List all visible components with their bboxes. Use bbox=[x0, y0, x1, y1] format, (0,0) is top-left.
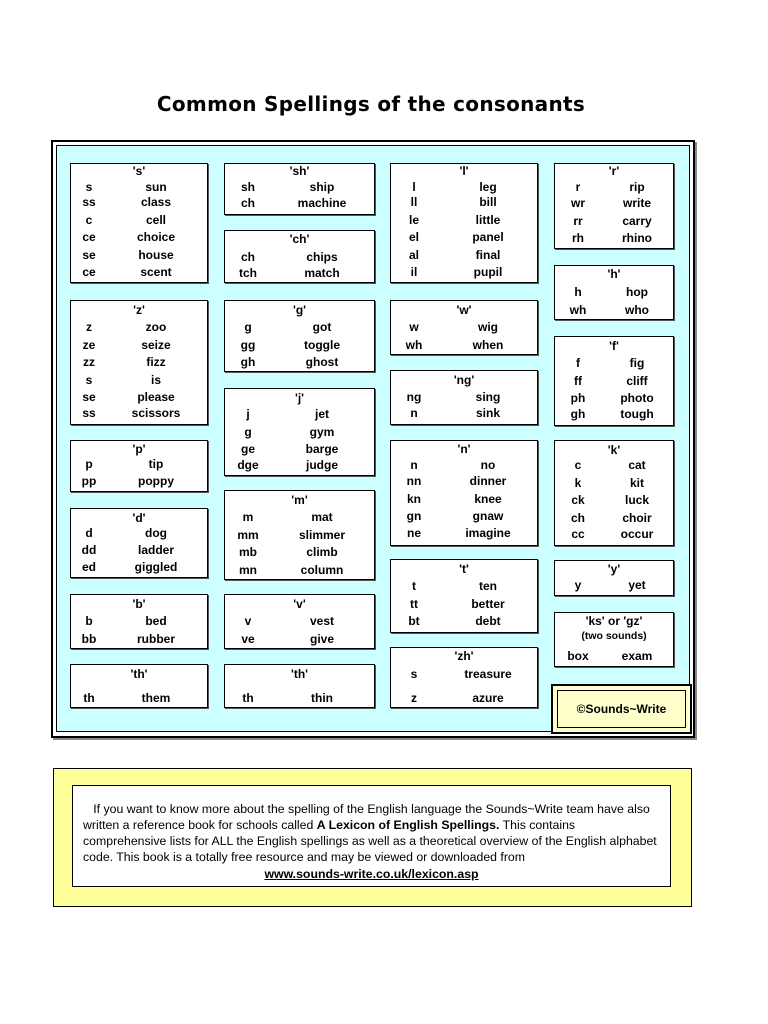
info-text-before: If you want to know more about the spelling of the English language the Sounds~Write team have also written a reference book for schools called bbox=[83, 802, 650, 832]
spelling-letters: bt bbox=[408, 614, 420, 628]
spelling-letters: ss bbox=[82, 195, 96, 209]
spelling-group-r bbox=[554, 163, 674, 249]
spelling-letters: bb bbox=[81, 632, 97, 646]
spelling-letters: n bbox=[410, 406, 418, 420]
spelling-letters: r bbox=[575, 180, 581, 194]
example-word: debt bbox=[475, 614, 501, 628]
sound-header: 'sh' bbox=[289, 164, 310, 178]
spelling-letters: mn bbox=[239, 563, 257, 577]
spelling-group-ch bbox=[224, 230, 375, 283]
spelling-letters: h bbox=[574, 285, 582, 299]
spelling-letters: t bbox=[412, 579, 416, 593]
spelling-letters: ch bbox=[570, 511, 585, 525]
example-word: got bbox=[312, 320, 332, 334]
example-word: fizz bbox=[146, 355, 166, 369]
example-word: gym bbox=[309, 425, 335, 439]
spelling-letters: kn bbox=[406, 492, 421, 506]
spelling-letters: s bbox=[85, 373, 93, 387]
sound-header: 'j' bbox=[294, 391, 305, 405]
spelling-letters: mb bbox=[239, 545, 257, 559]
example-word: tough bbox=[620, 407, 654, 421]
page-title: Common Spellings of the consonants bbox=[156, 92, 586, 116]
example-word: sing bbox=[475, 390, 501, 404]
spelling-letters: v bbox=[244, 614, 252, 628]
sound-header: 'm' bbox=[291, 493, 308, 507]
spelling-letters: k bbox=[574, 476, 582, 490]
example-word: fig bbox=[629, 356, 645, 370]
sound-header: 'ng' bbox=[453, 373, 475, 387]
example-word: machine bbox=[297, 196, 347, 210]
example-word: seize bbox=[141, 338, 171, 352]
example-word: panel bbox=[472, 230, 504, 244]
sound-header: 'th' bbox=[290, 667, 309, 681]
sound-header: 'zh' bbox=[454, 649, 474, 663]
example-word: please bbox=[137, 390, 175, 404]
sound-header: 'p' bbox=[132, 442, 146, 456]
spelling-letters: l bbox=[412, 180, 416, 194]
example-word: treasure bbox=[464, 667, 512, 681]
spelling-group-h bbox=[554, 265, 674, 320]
sound-header: 'y' bbox=[607, 562, 621, 576]
example-word: no bbox=[480, 458, 496, 472]
spelling-letters: wh bbox=[405, 338, 423, 352]
spelling-group-th2 bbox=[224, 664, 375, 708]
example-word: gnaw bbox=[472, 509, 504, 523]
spelling-letters: dge bbox=[237, 458, 259, 472]
spelling-letters: dd bbox=[81, 543, 97, 557]
spelling-group-sh bbox=[224, 163, 375, 215]
example-word: sink bbox=[475, 406, 500, 420]
spelling-letters: ch bbox=[240, 196, 255, 210]
example-word: exam bbox=[621, 649, 653, 663]
example-word: scent bbox=[140, 265, 172, 279]
spelling-letters: gh bbox=[570, 407, 586, 421]
spelling-letters: s bbox=[410, 667, 418, 681]
spelling-letters: z bbox=[411, 691, 417, 705]
spelling-letters: p bbox=[85, 457, 93, 471]
example-word: rubber bbox=[136, 632, 175, 646]
spelling-letters: rh bbox=[572, 231, 584, 245]
spelling-letters: se bbox=[82, 390, 96, 404]
example-word: hop bbox=[626, 285, 648, 299]
spelling-group-d bbox=[70, 508, 208, 578]
sound-header: 'g' bbox=[292, 303, 307, 317]
spelling-letters: n bbox=[410, 458, 418, 472]
spelling-letters: il bbox=[410, 265, 418, 279]
spelling-letters: z bbox=[86, 320, 92, 334]
sound-header: 'f' bbox=[609, 339, 619, 353]
example-word: wig bbox=[478, 320, 498, 334]
example-word: luck bbox=[624, 493, 649, 507]
spelling-letters: th bbox=[242, 691, 254, 705]
example-word: match bbox=[304, 266, 340, 280]
spelling-group-ng bbox=[390, 370, 538, 425]
spelling-group-w bbox=[390, 300, 538, 355]
spelling-letters: ze bbox=[82, 338, 96, 352]
example-word: judge bbox=[306, 458, 338, 472]
spelling-letters: ff bbox=[574, 374, 582, 388]
spelling-letters: se bbox=[82, 248, 96, 262]
book-title: A Lexicon of English Spellings. bbox=[316, 818, 500, 832]
example-word: carry bbox=[622, 214, 652, 228]
sound-header: 'l' bbox=[459, 164, 469, 178]
sound-header: 'z' bbox=[133, 303, 145, 317]
spelling-group-k bbox=[554, 440, 674, 546]
example-word: dog bbox=[145, 526, 167, 540]
sound-header: 'ch' bbox=[289, 232, 310, 246]
example-word: dinner bbox=[469, 474, 507, 488]
spelling-letters: ge bbox=[240, 442, 255, 456]
sound-header: 'th' bbox=[130, 667, 148, 681]
spelling-group-j bbox=[224, 388, 375, 476]
spelling-group-s bbox=[70, 163, 208, 283]
spelling-group-v bbox=[224, 594, 375, 649]
sound-header: 'd' bbox=[132, 511, 146, 525]
spelling-letters: box bbox=[567, 649, 589, 663]
spelling-letters: ll bbox=[410, 195, 418, 209]
example-word: choir bbox=[622, 511, 652, 525]
spelling-letters: sh bbox=[240, 180, 255, 194]
example-word: giggled bbox=[134, 560, 178, 574]
example-word: little bbox=[475, 213, 501, 227]
example-word: imagine bbox=[465, 526, 511, 540]
spelling-group-b bbox=[70, 594, 208, 649]
spelling-letters: tch bbox=[239, 266, 257, 280]
spelling-letters: y bbox=[574, 578, 582, 592]
sound-header: 's' bbox=[132, 164, 146, 178]
spelling-group-ks bbox=[554, 612, 674, 667]
sound-header: 'h' bbox=[607, 267, 621, 281]
spelling-letters: cc bbox=[571, 527, 585, 541]
example-word: toggle bbox=[304, 338, 340, 352]
spelling-letters: ng bbox=[406, 390, 422, 404]
spelling-group-t bbox=[390, 559, 538, 633]
sound-subheader: (two sounds) bbox=[581, 630, 647, 642]
example-word: is bbox=[150, 373, 161, 387]
spelling-letters: ed bbox=[81, 560, 96, 574]
example-word: leg bbox=[479, 180, 497, 194]
sound-header: 'v' bbox=[293, 597, 306, 611]
example-word: give bbox=[309, 632, 334, 646]
spelling-letters: th bbox=[83, 691, 95, 705]
spelling-letters: gn bbox=[406, 509, 422, 523]
spelling-letters: mm bbox=[237, 528, 259, 542]
spelling-letters: m bbox=[242, 510, 254, 524]
example-word: kit bbox=[629, 476, 644, 490]
example-word: choice bbox=[136, 230, 175, 244]
example-word: ship bbox=[309, 180, 335, 194]
spelling-letters: wh bbox=[569, 303, 587, 317]
sound-header: 't' bbox=[459, 562, 469, 576]
spelling-letters: le bbox=[408, 213, 419, 227]
info-paragraph bbox=[83, 801, 660, 865]
example-word: bill bbox=[479, 195, 497, 209]
spelling-letters: w bbox=[409, 320, 419, 334]
spelling-letters: zz bbox=[83, 355, 95, 369]
example-word: jet bbox=[314, 407, 329, 421]
example-word: pupil bbox=[473, 265, 503, 279]
spelling-letters: ce bbox=[82, 265, 96, 279]
example-word: class bbox=[140, 195, 172, 209]
example-word: yet bbox=[628, 578, 646, 592]
example-word: ten bbox=[479, 579, 497, 593]
example-word: ghost bbox=[305, 355, 339, 369]
spelling-group-l bbox=[390, 163, 538, 283]
copyright-box bbox=[551, 684, 692, 734]
example-word: column bbox=[300, 563, 344, 577]
spelling-group-y bbox=[554, 560, 674, 596]
spelling-group-g bbox=[224, 300, 375, 372]
example-word: bed bbox=[145, 614, 167, 628]
example-word: mat bbox=[311, 510, 333, 524]
spelling-letters: c bbox=[85, 213, 93, 227]
spelling-letters: ss bbox=[82, 406, 96, 420]
example-word: rhino bbox=[622, 231, 652, 245]
example-word: who bbox=[625, 303, 649, 317]
example-word: final bbox=[475, 248, 501, 262]
lexicon-link[interactable]: www.sounds-write.co.uk/lexicon.asp bbox=[264, 867, 479, 881]
spelling-group-zh bbox=[390, 647, 538, 708]
example-word: write bbox=[622, 196, 651, 210]
sound-header: 'r' bbox=[608, 164, 620, 178]
example-word: vest bbox=[309, 614, 335, 628]
spelling-letters: wr bbox=[570, 196, 585, 210]
spelling-letters: pp bbox=[81, 474, 97, 488]
spelling-group-p bbox=[70, 440, 208, 492]
example-word: poppy bbox=[138, 474, 174, 488]
example-word: better bbox=[471, 597, 505, 611]
spelling-letters: ph bbox=[570, 391, 586, 405]
spelling-letters: j bbox=[246, 407, 250, 421]
example-word: cell bbox=[145, 213, 166, 227]
spelling-letters: tt bbox=[410, 597, 418, 611]
spelling-letters: al bbox=[408, 248, 419, 262]
example-word: cliff bbox=[626, 374, 648, 388]
info-text-box bbox=[72, 785, 671, 887]
example-word: when bbox=[472, 338, 504, 352]
spelling-group-th1 bbox=[70, 664, 208, 708]
example-word: chips bbox=[306, 250, 338, 264]
spelling-letters: gg bbox=[240, 338, 256, 352]
info-text-after: This contains comprehensive lists for ALL the English spellings as well as a theoretical overview of the English alphabet code. This book is a totally free resource and may be viewed or downloaded from bbox=[83, 818, 657, 864]
spelling-letters: f bbox=[576, 356, 580, 370]
spelling-letters: ck bbox=[571, 493, 585, 507]
spelling-letters: c bbox=[574, 458, 582, 472]
spelling-letters: g bbox=[244, 425, 252, 439]
copyright-text: ©Sounds~Write bbox=[557, 690, 686, 728]
spelling-group-f bbox=[554, 336, 674, 426]
sound-header: 'w' bbox=[456, 303, 472, 317]
example-word: thin bbox=[311, 691, 333, 705]
spelling-letters: el bbox=[408, 230, 419, 244]
example-word: house bbox=[138, 248, 174, 262]
sound-header: 'ks' or 'gz' bbox=[585, 614, 643, 628]
spelling-letters: d bbox=[85, 526, 93, 540]
example-word: scissors bbox=[131, 406, 181, 420]
example-word: knee bbox=[474, 492, 502, 506]
spelling-letters: g bbox=[244, 320, 252, 334]
spelling-letters: ch bbox=[240, 250, 255, 264]
sound-header: 'b' bbox=[132, 597, 146, 611]
sound-header: 'n' bbox=[457, 442, 471, 456]
example-word: azure bbox=[472, 691, 504, 705]
spelling-letters: gh bbox=[240, 355, 256, 369]
sound-header: 'k' bbox=[607, 443, 621, 457]
example-word: rip bbox=[629, 180, 645, 194]
example-word: zoo bbox=[145, 320, 167, 334]
example-word: tip bbox=[148, 457, 164, 471]
spelling-letters: b bbox=[85, 614, 93, 628]
example-word: cat bbox=[628, 458, 646, 472]
spelling-letters: s bbox=[85, 180, 93, 194]
example-word: them bbox=[141, 691, 171, 705]
spelling-letters: ne bbox=[406, 526, 421, 540]
spelling-letters: ve bbox=[241, 632, 255, 646]
example-word: barge bbox=[305, 442, 339, 456]
spelling-group-n bbox=[390, 440, 538, 546]
info-panel bbox=[53, 768, 692, 907]
example-word: climb bbox=[306, 545, 338, 559]
spelling-group-z bbox=[70, 300, 208, 425]
example-word: sun bbox=[145, 180, 167, 194]
spelling-letters: ce bbox=[82, 230, 96, 244]
spelling-group-m bbox=[224, 490, 375, 580]
example-word: photo bbox=[620, 391, 654, 405]
example-word: occur bbox=[620, 527, 654, 541]
spelling-letters: nn bbox=[406, 474, 422, 488]
spelling-letters: rr bbox=[573, 214, 583, 228]
example-word: ladder bbox=[137, 543, 174, 557]
example-word: slimmer bbox=[298, 528, 346, 542]
